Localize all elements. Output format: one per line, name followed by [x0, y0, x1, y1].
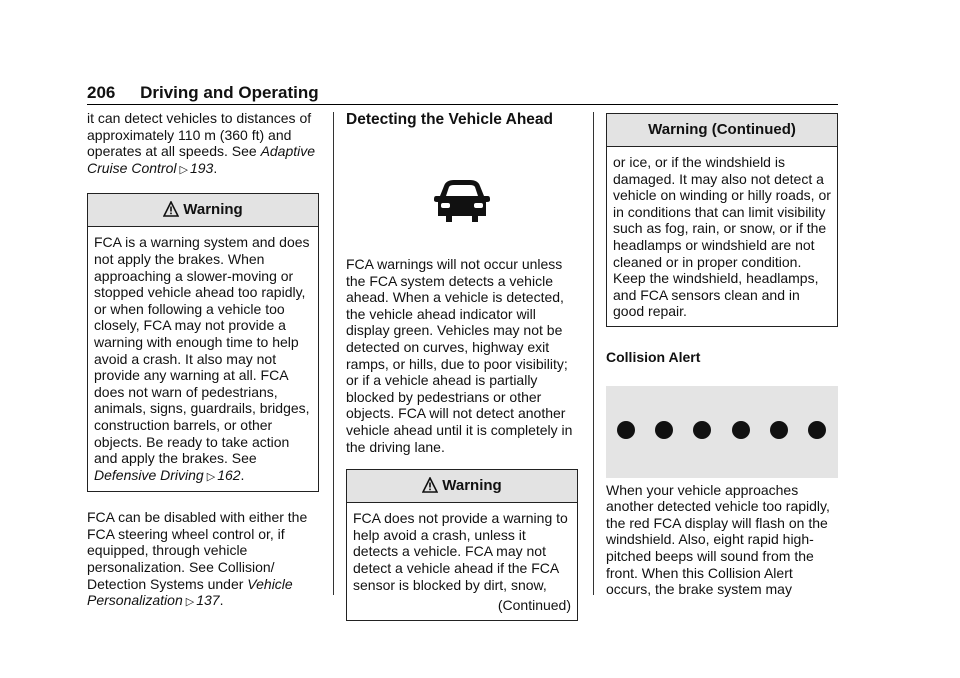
alert-light-icon	[693, 421, 711, 439]
alert-light-icon	[617, 421, 635, 439]
xref-page[interactable]: 193	[189, 159, 214, 176]
warning-header: Warning (Continued)	[607, 114, 837, 147]
page-ref-icon: ▷	[185, 596, 195, 609]
vehicle-ahead-icon	[432, 178, 492, 226]
xref-page[interactable]: 162	[217, 466, 241, 483]
column-divider	[593, 112, 594, 595]
section-title: Driving and Operating	[140, 83, 319, 102]
warning-body: or ice, or if the windshield is damaged. It may also not detect a vehicle on winding or hilly roads, or in conditions that can limit visibility such as fog, rain, or snow, or if the headlamps or windshield are not cleaned or in proper condition. Keep the windshield, headlamps, and FCA sensors clean and in good repair.	[613, 154, 831, 320]
warning-header: Warning	[347, 470, 577, 503]
xref-link[interactable]: Vehicle Personalization	[87, 575, 293, 609]
alert-light-icon	[655, 421, 673, 439]
warning-box	[346, 469, 578, 621]
warning-body: FCA does not provide a warning to help avoid a crash, unless it detects a vehicle. FCA may not detect a vehicle ahead if the FCA sensor is blocked by dirt, snow, (Continued)	[353, 510, 571, 614]
detect-paragraph: FCA warnings will not occur unless the FCA system detects a vehicle ahead. When a vehicle is detected, the vehicle ahead indicator will display green. Vehicles may not be detected on curves, highway exit ramps, or hills, due to poor visibility; or if a vehicle ahead is partially blocked by pedestrians or other objects. FCA will not detect another vehicle ahead until it is completely in the driving lane.	[346, 256, 573, 455]
continued-label: (Continued)	[497, 597, 571, 614]
column-middle	[346, 110, 578, 621]
warning-body: FCA is a warning system and does not apply the brakes. When approaching a slower-moving or stopped vehicle ahead too rapidly, or when following a vehicle too closely, FCA may not provide a warning with enough time to help avoid a crash. It also may not provide any warning at all. FCA does not warn of pedestrians, animals, signs, guardrails, bridges, construction barrels, or other objects. Be ready to take action and apply the brakes. See Defensive Driving ▷ 162.	[94, 234, 310, 483]
xref-link[interactable]: Defensive Driving	[94, 466, 204, 483]
xref-page[interactable]: 137	[196, 592, 220, 609]
warning-triangle-icon	[163, 201, 179, 217]
collision-alert-paragraph: When your vehicle approaches another detected vehicle too rapidly, the red FCA display will flash on the windshield. Also, eight rapid high-pitched beeps will sound from the front. When this Collision Alert occurs, the brake system may	[606, 481, 830, 598]
collision-alert-lights	[606, 386, 838, 478]
xref-link[interactable]: Adaptive Cruise Control	[87, 143, 316, 176]
warning-header: Warning	[88, 194, 318, 227]
column-left	[87, 110, 319, 611]
column-right	[606, 110, 838, 598]
page-number: 206	[87, 83, 116, 102]
collision-alert-heading: Collision Alert	[606, 348, 701, 365]
alert-light-icon	[732, 421, 750, 439]
warning-triangle-icon	[422, 477, 438, 493]
alert-light-icon	[770, 421, 788, 439]
disable-paragraph: FCA can be disabled with either the FCA steering wheel control or, if equipped, through vehicle personalization. See Collision/ Detection Systems under Vehicle Personalization ▷ 137.	[87, 509, 308, 609]
page-ref-icon: ▷	[179, 163, 188, 176]
alert-light-icon	[808, 421, 826, 439]
intro-paragraph: it can detect vehicles to distances of approximately 110 m (360 ft) and operates at all speeds. See Adaptive Cruise Control ▷ 193.	[87, 110, 316, 176]
column-divider	[333, 112, 334, 595]
warning-box	[87, 193, 319, 492]
page-header	[87, 82, 838, 105]
page-ref-icon: ▷	[206, 470, 216, 483]
warning-box-continued	[606, 113, 838, 327]
section-heading: Detecting the Vehicle Ahead	[346, 111, 554, 128]
